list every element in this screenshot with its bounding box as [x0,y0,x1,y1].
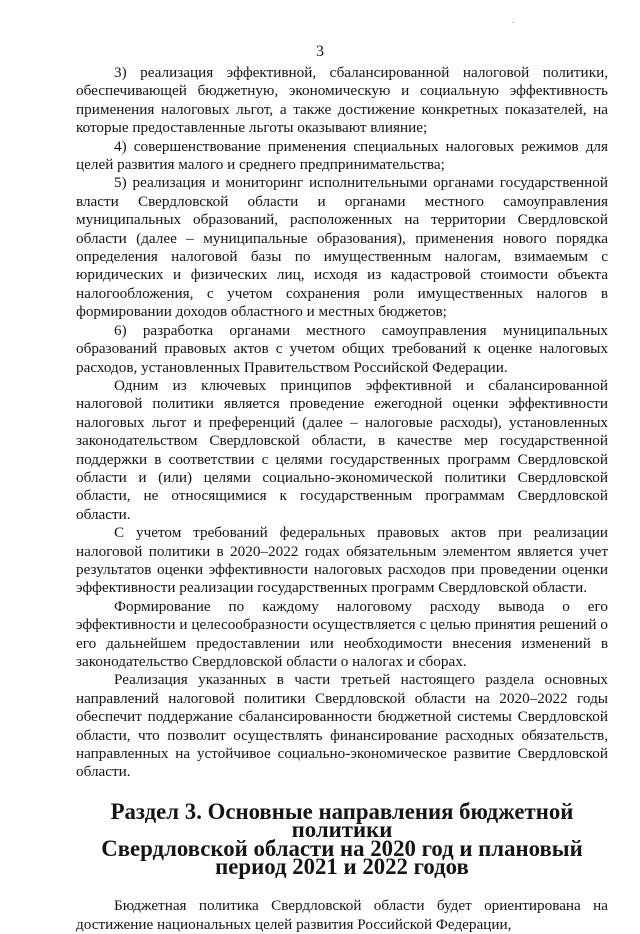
document-body [76,64,608,934]
scan-speck [512,22,514,23]
paragraph-federal-requirements: С учетом требований федеральных правовых актов при реализации налоговой политики в 2020–2022 годах обязательным элементом является учет результатов оценки эффективности налоговых расходов при проведении оценки эффективности реализации государственных программ Свердловской области. [76,524,608,597]
paragraph-budget-policy: Бюджетная политика Свердловской области будет ориентирована на достижение национальных целей развития Российской Федерации, [76,897,608,933]
section-heading-line-1: Раздел 3. Основные направления бюджетной политики [110,798,574,843]
list-item-6: 6) разработка органами местного самоуправления муниципальных образований правовых актов с учетом общих требований к оценке налоговых расходов, установленных Правительством Российской Федерации. [76,321,608,376]
paragraph-tax-expenditure-assessment: Одним из ключевых принципов эффективной и сбалансированной налоговой политики является проведение ежегодной оценки эффективности налоговых льгот и преференций (далее – налоговые расходы), установленных законодательством Свердловской области, в качестве мер государственной поддержки в соответствии с целями государственных программ Свердловской области и (или) целями социально-экономической политики Свердловской области, не относящимися к государственным программам Свердловской области. [76,376,608,523]
section-heading-line-2: Свердловской области на 2020 год и плановый период 2021 и 2022 годов [101,835,583,880]
paragraph-conclusion-formation: Формирование по каждому налоговому расходу вывода о его эффективности и целесообразности осуществляется с целью принятия решений о его дальнейшем предоставлении или необходимости внесения изменений в законодательство Свердловской области о налогах и сборах. [76,597,608,670]
list-item-4: 4) совершенствование применения специальных налоговых режимов для целей развития малого и среднего предпринимательства; [76,137,608,174]
section-heading [76,798,608,880]
list-item-3: 3) реализация эффективной, сбалансированной налоговой политики, обеспечивающей бюджетную, экономическую и социальную эффективность применения налоговых льгот, а также достижение конкретных показателей, на которые предоставленные льготы оказывают влияние; [76,64,608,137]
list-item-5: 5) реализация и мониторинг исполнительными органами государственной власти Свердловской области и органами местного самоуправления муниципальных образований, расположенных на территории Свердловской области (далее – муниципальные образования), применения нового порядка определения налоговой базы по имущественным налогам, взимаемым с юридических и физических лиц, исходя из кадастровой стоимости объекта налогообложения, с учетом сохранения роли имущественных налогов в формировании доходов областного и местных бюджетов; [76,174,608,321]
page-number: 3 [316,43,324,60]
paragraph-implementation: Реализация указанных в части третьей настоящего раздела основных направлений налоговой политики Свердловской области на 2020–2022 годы обеспечит поддержание сбалансированности бюджетной системы Свердловской области, что позволит осуществлять финансирование расходных обязательств, направленных на устойчивое социально-экономическое развитие Свердловской области. [76,671,608,781]
